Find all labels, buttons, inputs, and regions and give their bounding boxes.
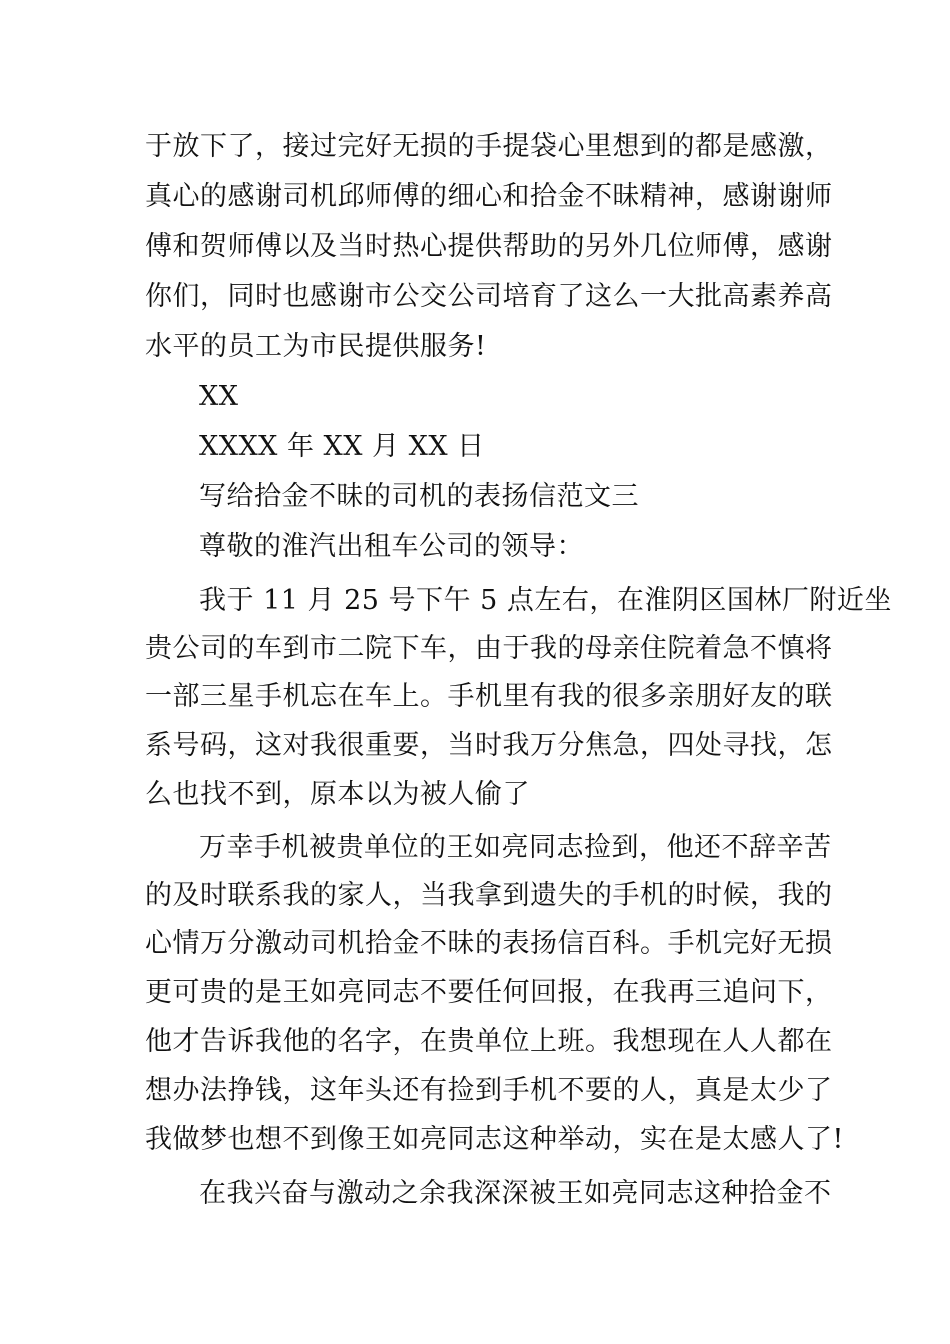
text-line: 的及时联系我的家人，当我拿到遗失的手机的时候，我的: [145, 880, 833, 911]
text-line: 系号码，这对我很重要，当时我万分焦急，四处寻找，怎: [145, 730, 833, 761]
text-line: 傅和贺师傅以及当时热心提供帮助的另外几位师傅，感谢: [145, 231, 833, 262]
text-line: 于放下了，接过完好无损的手提袋心里想到的都是感激，: [145, 131, 833, 162]
text-line: 一部三星手机忘在车上。手机里有我的很多亲朋好友的联: [145, 681, 833, 712]
text-line: 水平的员工为市民提供服务!: [145, 331, 487, 362]
text-line: 万幸手机被贵单位的王如亮同志捡到，他还不辞辛苦: [199, 832, 832, 863]
text-line: 我做梦也想不到像王如亮同志这种举动，实在是太感人了!: [145, 1124, 844, 1155]
text-line: 在我兴奋与激动之余我深深被王如亮同志这种拾金不: [199, 1178, 832, 1209]
text-line: 真心的感谢司机邱师傅的细心和拾金不昧精神，感谢谢师: [145, 181, 833, 212]
text-line: 心情万分激动司机拾金不昧的表扬信百科。手机完好无损: [145, 928, 833, 959]
text-line: 更可贵的是王如亮同志不要任何回报，在我再三追问下，: [145, 977, 833, 1008]
section-heading: 写给拾金不昧的司机的表扬信范文三: [199, 481, 639, 512]
text-line: 他才告诉我他的名字，在贵单位上班。我想现在人人都在: [145, 1026, 833, 1057]
text-line: 贵公司的车到市二院下车，由于我的母亲住院着急不慎将: [145, 633, 833, 664]
text-line: 么也找不到，原本以为被人偷了: [145, 779, 530, 810]
signature-name: XX: [199, 381, 239, 412]
signature-date: XXXX 年 XX 月 XX 日: [199, 431, 485, 462]
text-line: 我于 11 月 25 号下午 5 点左右，在淮阴区国林厂附近坐: [199, 585, 892, 616]
text-line: 你们，同时也感谢市公交公司培育了这么一大批高素养高: [145, 281, 833, 312]
salutation: 尊敬的淮汽出租车公司的领导：: [199, 531, 584, 562]
text-line: 想办法挣钱，这年头还有捡到手机不要的人，真是太少了: [145, 1075, 833, 1106]
